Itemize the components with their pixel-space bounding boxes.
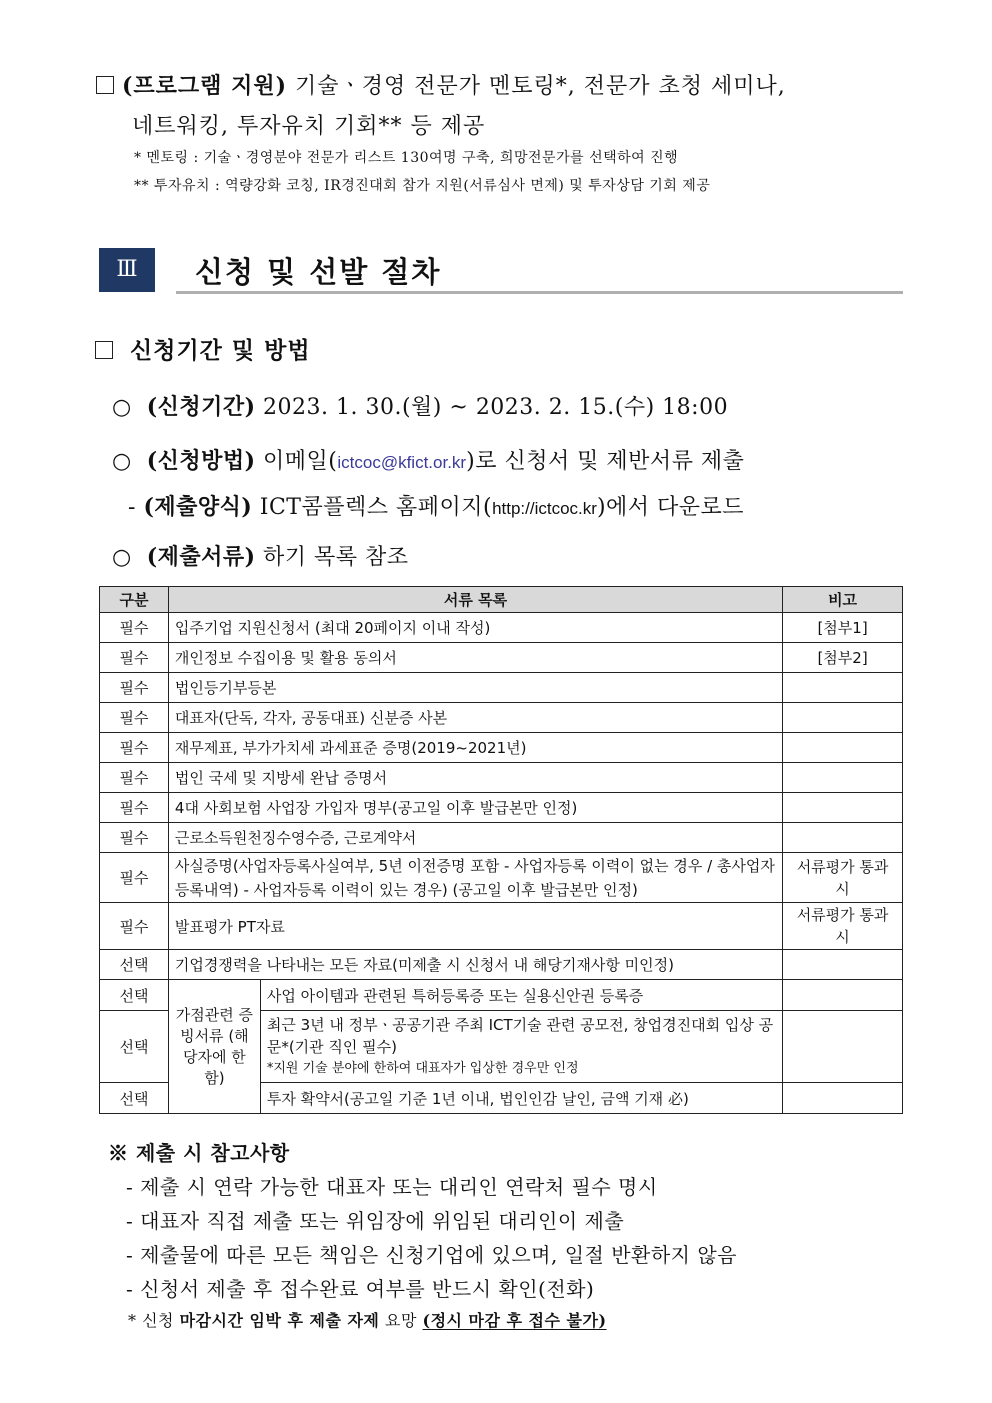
circle-bullet-icon: ○ xyxy=(112,395,132,420)
row-note xyxy=(783,673,903,703)
docs-label: (제출서류) xyxy=(146,544,256,570)
reference-footnote xyxy=(108,1306,737,1336)
row-doc: 입주기업 지원신청서 (최대 20페이지 이내 작성) xyxy=(168,613,782,643)
row-note xyxy=(783,703,903,733)
row-doc: 법인등기부등본 xyxy=(168,673,782,703)
row-type: 선택 xyxy=(100,1011,169,1083)
row-doc-cell xyxy=(260,1011,782,1083)
table-row xyxy=(100,733,903,763)
row-doc: 법인 국세 및 지방세 완납 증명서 xyxy=(168,763,782,793)
period-value: 2023. 1. 30.(월) ~ 2023. 2. 15.(수) 18:00 xyxy=(263,395,729,420)
reference-item: - 대표자 직접 제출 또는 위임장에 위임된 대리인이 제출 xyxy=(126,1209,625,1233)
row-type: 필수 xyxy=(100,643,169,673)
documents-table xyxy=(99,586,903,1114)
reference-heading: ※ 제출 시 참고사항 xyxy=(108,1141,290,1165)
row-type: 필수 xyxy=(100,823,169,853)
row-note: [첨부2] xyxy=(783,643,903,673)
docs-value: 하기 목록 참조 xyxy=(263,545,409,570)
row-type: 필수 xyxy=(100,763,169,793)
footnote-mid: 요망 xyxy=(379,1311,423,1330)
program-line2: 네트워킹, 투자유치 기회** 등 제공 xyxy=(132,114,486,139)
program-note-investment: ** 투자유치 : 역량강화 코칭, IR경진대회 참가 지원(서류심사 면제) 및 투자상담 기회 제공 xyxy=(134,178,711,194)
reference-item: - 신청서 제출 후 접수완료 여부를 반드시 확인(전화) xyxy=(126,1277,595,1301)
homepage-link[interactable]: http://ictcoc.kr xyxy=(492,499,597,518)
table-row xyxy=(100,703,903,733)
table-row xyxy=(100,823,903,853)
circle-bullet-icon: ○ xyxy=(112,545,132,570)
section-divider xyxy=(176,291,903,294)
apply-docs xyxy=(112,540,409,571)
row-doc: 사실증명(사업자등록사실여부, 5년 이전증명 포함 - 사업자등록 이력이 없는 경우 / 총사업자등록내역) - 사업자등록 이력이 있는 경우) (공고일 이후 발급본만 인정) xyxy=(168,853,782,903)
row-note: [첨부1] xyxy=(783,613,903,643)
table-row xyxy=(100,643,903,673)
table-row xyxy=(100,613,903,643)
form-label: (제출양식) xyxy=(143,494,253,520)
row-note xyxy=(783,793,903,823)
row-note xyxy=(783,950,903,980)
apply-heading-text: 신청기간 및 방법 xyxy=(130,337,311,364)
row-note: 서류평가 통과 시 xyxy=(783,853,903,903)
header-note: 비고 xyxy=(783,587,903,613)
row-note xyxy=(783,733,903,763)
row-type: 선택 xyxy=(100,1083,169,1114)
row-doc: 4대 사회보험 사업장 가입자 명부(공고일 이후 발급본만 인정) xyxy=(168,793,782,823)
program-note-mentoring: * 멘토링 : 기술ㆍ경영분야 전문가 리스트 130여명 구축, 희망전문가를 선택하여 진행 xyxy=(134,150,679,166)
row-doc: 기업경쟁력을 나타내는 모든 자료(미제출 시 신청서 내 해당기재사항 미인정) xyxy=(168,950,782,980)
row-type: 필수 xyxy=(100,733,169,763)
row-note xyxy=(783,763,903,793)
apply-period xyxy=(112,390,728,421)
form-pre: ICT콤플렉스 홈페이지( xyxy=(259,495,493,520)
table-row xyxy=(100,980,903,1011)
row-type: 필수 xyxy=(100,853,169,903)
method-post: )로 신청서 및 제반서류 제출 xyxy=(466,449,745,474)
row-note xyxy=(783,1083,903,1114)
row-doc: 사업 아이템과 관련된 특허등록증 또는 실용신안권 등록증 xyxy=(260,980,782,1011)
row-doc: 재무제표, 부가가치세 과세표준 증명(2019~2021년) xyxy=(168,733,782,763)
program-label: (프로그램 지원) xyxy=(122,73,287,99)
email-link[interactable]: ictcoc@kfict.or.kr xyxy=(337,453,467,472)
header-doc: 서류 목록 xyxy=(168,587,782,613)
row-type: 필수 xyxy=(100,673,169,703)
bonus-group-label: 가점관련 증빙서류 (해당자에 한함) xyxy=(168,980,260,1114)
footnote-bold: 마감시간 임박 후 제출 자제 xyxy=(179,1311,380,1330)
program-line1: 기술ㆍ경영 전문가 멘토링*, 전문가 초청 세미나, xyxy=(287,74,786,99)
period-label: (신청기간) xyxy=(146,394,256,420)
checkbox-square-icon xyxy=(95,341,113,359)
apply-heading xyxy=(95,332,311,365)
row-type: 필수 xyxy=(100,613,169,643)
row-type: 필수 xyxy=(100,793,169,823)
row-note xyxy=(783,980,903,1011)
footnote-pre: * 신청 xyxy=(128,1311,180,1330)
row-note xyxy=(783,1011,903,1083)
program-paragraph xyxy=(96,66,906,147)
form-post: )에서 다운로드 xyxy=(596,495,745,520)
reference-item: - 제출 시 연락 가능한 대표자 또는 대리인 연락처 필수 명시 xyxy=(126,1175,658,1199)
row-doc: 최근 3년 내 정부ㆍ공공기관 주최 ICT기술 관련 공모전, 창업경진대회 입상 공문*(기관 직인 필수) xyxy=(266,1015,774,1056)
table-row xyxy=(100,853,903,903)
row-note xyxy=(783,823,903,853)
checkbox-square-icon xyxy=(96,76,114,94)
header-type: 구분 xyxy=(100,587,169,613)
reference-item: - 제출물에 따른 모든 책임은 신청기업에 있으며, 일절 반환하지 않음 xyxy=(126,1243,737,1267)
row-note: 서류평가 통과 시 xyxy=(783,903,903,950)
footnote-underline: (정시 마감 후 접수 불가) xyxy=(422,1311,607,1330)
reference-notes xyxy=(108,1136,737,1336)
row-doc: 대표자(단독, 각자, 공동대표) 신분증 사본 xyxy=(168,703,782,733)
row-type: 선택 xyxy=(100,950,169,980)
row-doc: 발표평가 PT자료 xyxy=(168,903,782,950)
table-row xyxy=(100,950,903,980)
row-doc: 투자 확약서(공고일 기준 1년 이내, 법인인감 날인, 금액 기재 必) xyxy=(260,1083,782,1114)
section-number-badge: Ⅲ xyxy=(99,248,155,292)
row-type: 필수 xyxy=(100,903,169,950)
apply-form: - (제출양식) ICT콤플렉스 홈페이지(http://ictcoc.kr)에서 다운로드 xyxy=(128,494,745,520)
row-type: 선택 xyxy=(100,980,169,1011)
section-title: 신청 및 선발 절차 xyxy=(195,255,442,289)
circle-bullet-icon: ○ xyxy=(112,449,132,474)
row-doc: 개인정보 수집이용 및 활용 동의서 xyxy=(168,643,782,673)
apply-method xyxy=(112,444,744,475)
table-row xyxy=(100,793,903,823)
row-doc: 근로소득원천징수영수증, 근로계약서 xyxy=(168,823,782,853)
table-header-row xyxy=(100,587,903,613)
method-pre: 이메일( xyxy=(263,449,338,474)
row-doc-footnote: *지원 기술 분야에 한하여 대표자가 입상한 경우만 인정 xyxy=(266,1060,579,1076)
row-type: 필수 xyxy=(100,703,169,733)
table-row xyxy=(100,763,903,793)
table-row xyxy=(100,673,903,703)
method-label: (신청방법) xyxy=(146,448,256,474)
table-row xyxy=(100,903,903,950)
